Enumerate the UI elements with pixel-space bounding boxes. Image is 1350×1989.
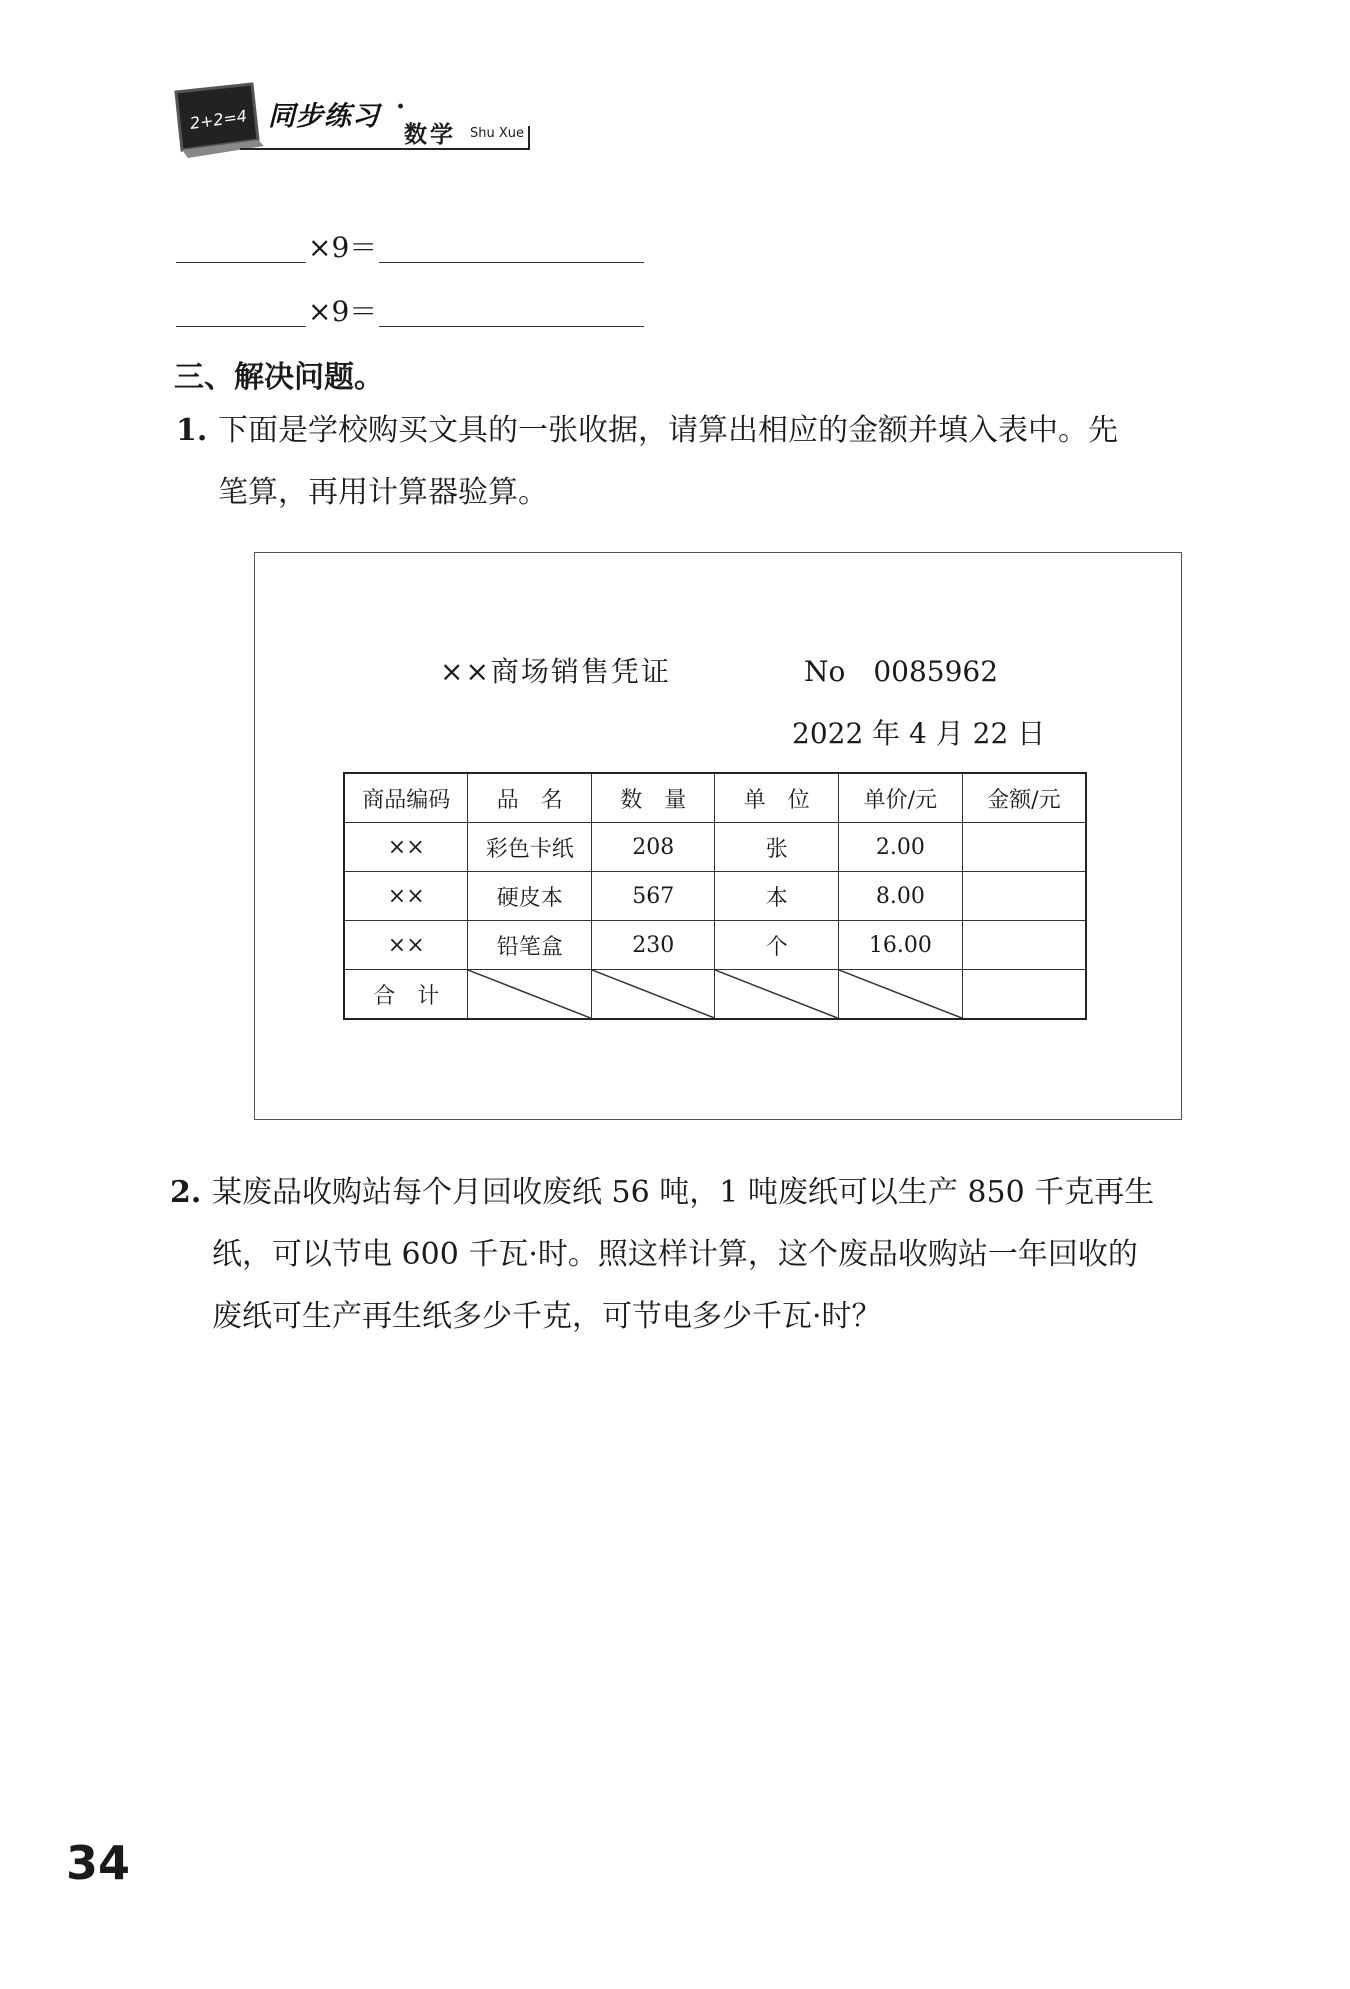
cell-amount[interactable] bbox=[962, 921, 1086, 970]
cell-name: 彩色卡纸 bbox=[468, 823, 591, 872]
question-text: 笔算，再用计算器验算。 bbox=[218, 475, 548, 510]
cell-unit: 张 bbox=[715, 823, 838, 872]
question-text: 纸，可以节电 600 千瓦·时。照这样计算，这个废品收购站一年回收的 bbox=[212, 1237, 1138, 1272]
table-row bbox=[344, 872, 1086, 921]
header-dot: · bbox=[396, 92, 406, 122]
question-2 bbox=[170, 1162, 1230, 1362]
logo-text: 2+2=4 bbox=[188, 106, 249, 133]
cell-price: 8.00 bbox=[838, 872, 962, 921]
diagonal-cell bbox=[468, 970, 591, 1020]
header-subject: 数学 bbox=[404, 122, 456, 148]
cell-price: 2.00 bbox=[838, 823, 962, 872]
table-row bbox=[344, 823, 1086, 872]
column-header: 商品编码 bbox=[344, 773, 468, 823]
cell-name: 铅笔盒 bbox=[468, 921, 591, 970]
column-header: 数 量 bbox=[591, 773, 714, 823]
fill-line-1 bbox=[176, 232, 644, 263]
cell-price: 16.00 bbox=[838, 921, 962, 970]
receipt-number: No 0085962 bbox=[804, 655, 999, 688]
question-text: 下面是学校购买文具的一张收据，请算出相应的金额并填入表中。先 bbox=[218, 413, 1118, 448]
answer-blank[interactable] bbox=[379, 296, 644, 327]
total-amount-cell[interactable] bbox=[962, 970, 1086, 1020]
receipt-table bbox=[343, 772, 1087, 1020]
diagonal-cell bbox=[591, 970, 714, 1020]
header-rule bbox=[240, 148, 530, 150]
cell-code: ×× bbox=[344, 823, 468, 872]
diagonal-cell bbox=[715, 970, 838, 1020]
table-total-row bbox=[344, 970, 1086, 1020]
blank-input[interactable] bbox=[176, 232, 306, 263]
section-title: 三、解决问题。 bbox=[174, 360, 384, 395]
cell-qty: 230 bbox=[591, 921, 714, 970]
receipt-date: 2022 年 4 月 22 日 bbox=[792, 717, 1046, 750]
operator-text: ×9＝ bbox=[308, 231, 378, 264]
question-1 bbox=[176, 400, 1226, 530]
header-rule-end bbox=[528, 126, 530, 148]
column-header: 单 位 bbox=[715, 773, 838, 823]
cell-unit: 个 bbox=[715, 921, 838, 970]
cell-qty: 208 bbox=[591, 823, 714, 872]
question-number: 1. bbox=[176, 413, 208, 448]
question-text: 某废品收购站每个月回收废纸 56 吨，1 吨废纸可以生产 850 千克再生 bbox=[212, 1175, 1155, 1210]
total-label: 合 计 bbox=[344, 970, 468, 1020]
cell-name: 硬皮本 bbox=[468, 872, 591, 921]
question-number: 2. bbox=[170, 1175, 202, 1210]
cell-code: ×× bbox=[344, 872, 468, 921]
receipt-title: ××商场销售凭证 bbox=[440, 655, 671, 688]
cell-unit: 本 bbox=[715, 872, 838, 921]
cell-amount[interactable] bbox=[962, 872, 1086, 921]
fill-line-2 bbox=[176, 296, 644, 327]
cell-code: ×× bbox=[344, 921, 468, 970]
blank-input[interactable] bbox=[176, 296, 306, 327]
chalkboard-logo bbox=[172, 82, 268, 162]
table-row bbox=[344, 921, 1086, 970]
diagonal-cell bbox=[838, 970, 962, 1020]
answer-blank[interactable] bbox=[379, 232, 644, 263]
table-header-row bbox=[344, 773, 1086, 823]
cell-amount[interactable] bbox=[962, 823, 1086, 872]
header-title: 同步练习 bbox=[268, 101, 380, 132]
question-text: 废纸可生产再生纸多少千克，可节电多少千瓦·时？ bbox=[212, 1299, 882, 1334]
operator-text: ×9＝ bbox=[308, 295, 378, 328]
cell-qty: 567 bbox=[591, 872, 714, 921]
column-header: 品 名 bbox=[468, 773, 591, 823]
page-number: 34 bbox=[66, 1836, 131, 1890]
header-pinyin: Shu Xue bbox=[470, 126, 525, 141]
column-header: 单价/元 bbox=[838, 773, 962, 823]
column-header: 金额/元 bbox=[962, 773, 1086, 823]
